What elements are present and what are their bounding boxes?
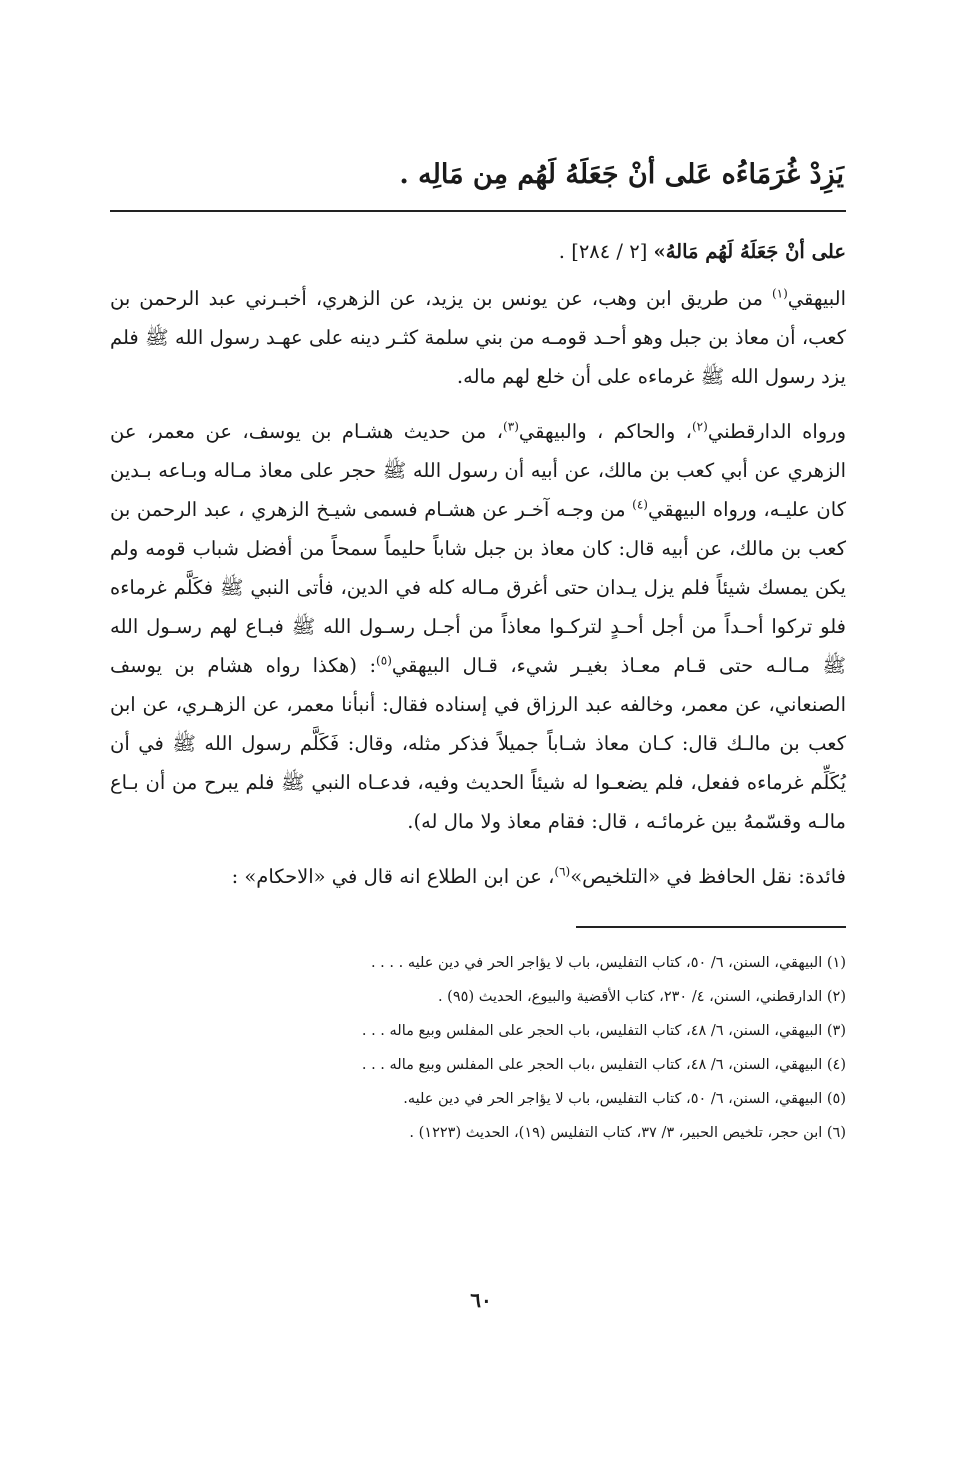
footnote-ref-5[interactable]: (٥) <box>376 653 392 668</box>
text-run: : (هكذا رواه هشام بن يوسف الصنعاني، عن معمر، وخالفه عبد الرزاق في إسناده فقال: أنبأنا معمر، عن الزهـري، عن ابن كعب بن مالـك قال: كـان معاذ شـاباً جميلاً فذكر مثله، وقال: فَكَلَّم رسول الله ﷺ في أن يُكَلِّم غرماءه ففعل، فلم يضعـوا له شيئاً الحديث وفيه، فدعـاه النبي ﷺ فلم يبرح من أن بـاع مالـه وقسّمهُ بين غرمائـه ، قال: فقام معاذ ولا مال له). <box>110 654 846 833</box>
footnote-5: (٥) البيهقي، السنن، ٦/ ٥٠، كتاب التفليس، باب لا يؤاجر الحر في دين عليه. <box>403 1091 846 1107</box>
running-header: يَزِدْ غُرَمَاءُه عَلى أنْ جَعَلَهُ لَهُم مِن مَالِه . <box>399 159 844 190</box>
footnote-6: (٦) ابن حجر، تلخيص الحبير، ٣/ ٣٧، كتاب التفليس (١٩)، الحديث (١٢٢٣) . <box>409 1125 846 1141</box>
page <box>110 150 846 1150</box>
volume-reference: [٢ / ٢٨٤] . <box>558 240 654 263</box>
footnote-ref-1[interactable]: (١) <box>771 286 788 301</box>
paragraph-1 <box>110 232 846 271</box>
paragraph-2 <box>110 279 846 396</box>
footnote-1: (١) البيهقي، السنن، ٦/ ٥٠، كتاب التفليس، باب لا يؤاجر الحر في دين عليه . . . . <box>370 955 846 971</box>
page-number: ٦٠ <box>470 1288 492 1312</box>
text-run: ، والحاكم ، والبيهقي <box>518 420 692 443</box>
paragraph-3 <box>110 412 846 841</box>
text-run: ، من حديث هشـام بن يوسف، عن معمر، عن الزهري عن أبي كعب بن مالك، عن أبيه أن رسول الله ﷺ حجر على معاذ مـاله وبـاعه بـدين كان عليـه، ورواه البيهقي <box>110 420 846 521</box>
text-run: من وجـه آخـر عن هشـام فسمى شيـخ الزهري ، عبد الرحمن بن كعب بن مالك، عن أبيه قال: كان معاذ بن جبل شاباً حليماً سمحاً من أفضل شباب قومه ولم يكن يمسك شيئاً فلم يزل يـدان حتى أغرق مـاله كله في الدين، فأتى النبي ﷺ فكَلَّم غرماءه فلو تركوا أحـداً من أجل أحـدٍ لتركـوا معاذاً من أجـل رسـول الله ﷺ فبـاع لهم رسـول الله ﷺ مـالـه حتى قـام معـاذ بغيـر شيء، قـال البيهقي <box>110 498 847 677</box>
footnote-ref-4[interactable]: (٤) <box>632 497 648 512</box>
footnote-ref-6[interactable]: (٦) <box>554 864 571 879</box>
footnote-divider <box>576 926 846 928</box>
header-divider <box>110 210 846 212</box>
main-text <box>110 232 846 896</box>
footnote-ref-2[interactable]: (٢) <box>691 419 708 434</box>
text-run: فائدة: نقل الحافظ في «التلخيص» <box>570 865 846 888</box>
text-run: من طريق ابن وهب، عن يونس بن يزيد، عن الزهري، أخبـرني عبد الرحمن بن كعب، أن معاذ بن جبل وهو أحـد قومـه من بني سلمة كثـر دينه على عهـد رسول الله ﷺ فلم يزد رسول الله ﷺ غرماءه على أن خلع لهم ماله. <box>110 287 846 388</box>
continued-heading: على أنْ جَعَلَهُ لَهُم مَالهُ» <box>653 240 846 263</box>
text-run: البيهقي <box>787 287 846 310</box>
footnote-4: (٤) البيهقي، السنن، ٦/ ٤٨، كتاب التفليس ،باب الحجر على المفلس وبيع ماله . . . <box>361 1057 846 1073</box>
footnote-2: (٢) الدارقطني، السنن، ٤/ ٢٣٠، كتاب الأقضية والبيوع، الحديث (٩٥) . <box>437 989 846 1005</box>
footnote-ref-3[interactable]: (٣) <box>503 419 519 434</box>
text-run: ورواه الدارقطني <box>707 420 847 443</box>
footnotes <box>110 946 846 1150</box>
footnote-3: (٣) البيهقي، السنن، ٦/ ٤٨، كتاب التفليس، باب الحجر على المفلس وبيع ماله . . . <box>361 1023 846 1039</box>
paragraph-4 <box>110 857 846 896</box>
text-run: ، عن ابن الطلاع انه قال في «الاحكام» : <box>231 865 555 888</box>
